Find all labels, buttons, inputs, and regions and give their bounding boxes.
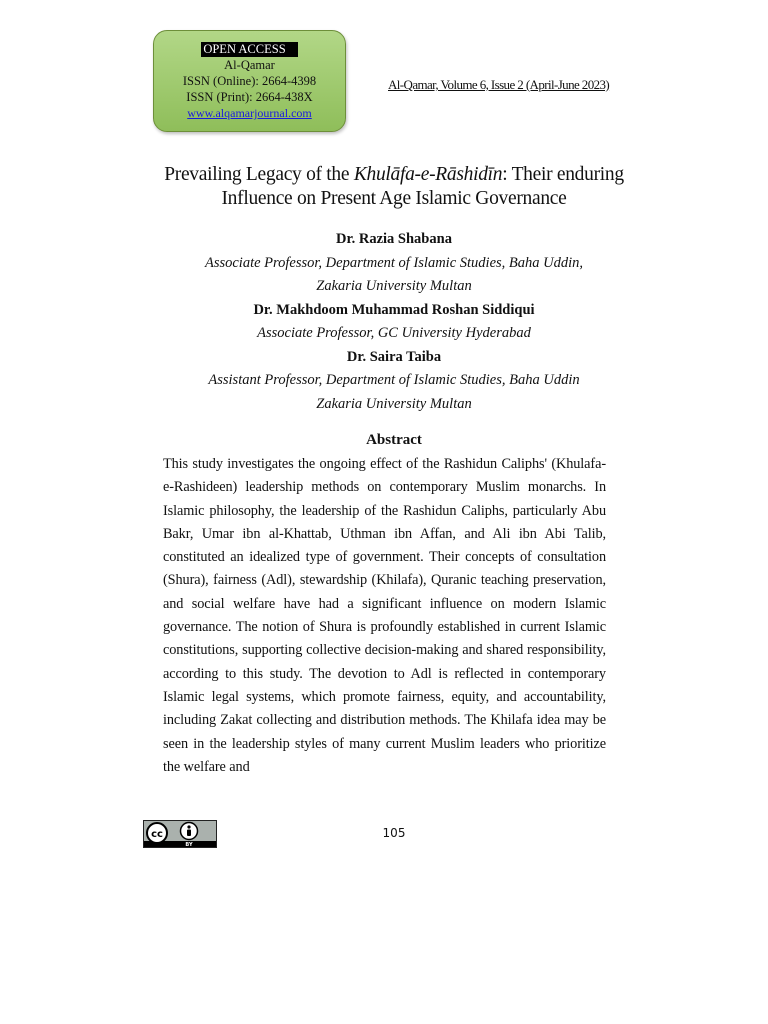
issn-print: ISSN (Print): 2664-438X	[186, 90, 313, 104]
page-number: 105	[382, 826, 406, 840]
open-access-label: OPEN ACCESS	[201, 42, 297, 57]
author-name: Dr. Saira Taiba	[346, 348, 442, 365]
journal-citation: Al-Qamar, Volume 6, Issue 2 (April-June 2023)	[388, 77, 610, 92]
author-block	[100, 228, 688, 416]
author-affiliation: Assistant Professor, Department of Islamic Studies, Baha Uddin	[208, 372, 580, 388]
issn-online: ISSN (Online): 2664-4398	[182, 74, 317, 88]
cc-glyph: cc	[151, 829, 163, 840]
author-name: Dr. Makhdoom Muhammad Roshan Siddiqui	[253, 301, 535, 318]
open-access-badge	[153, 30, 346, 132]
author-name: Dr. Razia Shabana	[336, 231, 452, 247]
author-affiliation: Associate Professor, GC University Hyderabad	[257, 325, 531, 341]
title-suffix: : Their enduring	[502, 164, 624, 185]
journal-website-link[interactable]: www.alqamarjournal.com	[187, 106, 312, 120]
title-italic: Khulāfa-e-Rāshidīn	[353, 164, 503, 185]
abstract-text: This study investigates the ongoing effect of the Rashidun Caliphs' (Khulafa-e-Rashideen) leadership methods on contemporary Muslim monarchs. In Islamic philosophy, the leadership of the Rashidun Caliphs, particularly Abu Bakr, Umar ibn al-Khattab, Uthman ibn Affan, and Ali ibn Abi Talib, constituted an idealized type of government. Their concepts of consultation (Shura), fairness (Adl), stewardship (Khilafa), Quranic teaching preservation, and social welfare have had a significant influence on modern Islamic governance. The notion of Shura is profoundly established in current Islamic constitutions, supporting collective decision-making and shared responsibility, according to this study. The devotion to Adl is reflected in contemporary Islamic legal systems, which promote fairness, equity, and accountability, including Zakat collecting and distribution methods. The Khilafa idea may be seen in the leadership styles of many current Muslim leaders who prioritize the welfare and	[163, 456, 606, 775]
by-label: BY	[185, 842, 193, 847]
paper-title	[100, 163, 688, 211]
abstract-heading: Abstract	[366, 432, 422, 448]
author-affiliation: Associate Professor, Department of Islamic Studies, Baha Uddin,	[204, 254, 584, 271]
author-affiliation: Zakaria University Multan	[316, 395, 472, 412]
cc-by-license-icon[interactable]	[143, 820, 217, 848]
title-prefix: Prevailing Legacy of the	[164, 164, 354, 185]
journal-name: Al-Qamar	[224, 58, 275, 72]
title-line-2: Influence on Present Age Islamic Governance	[221, 188, 567, 209]
author-affiliation: Zakaria University Multan	[316, 278, 472, 294]
